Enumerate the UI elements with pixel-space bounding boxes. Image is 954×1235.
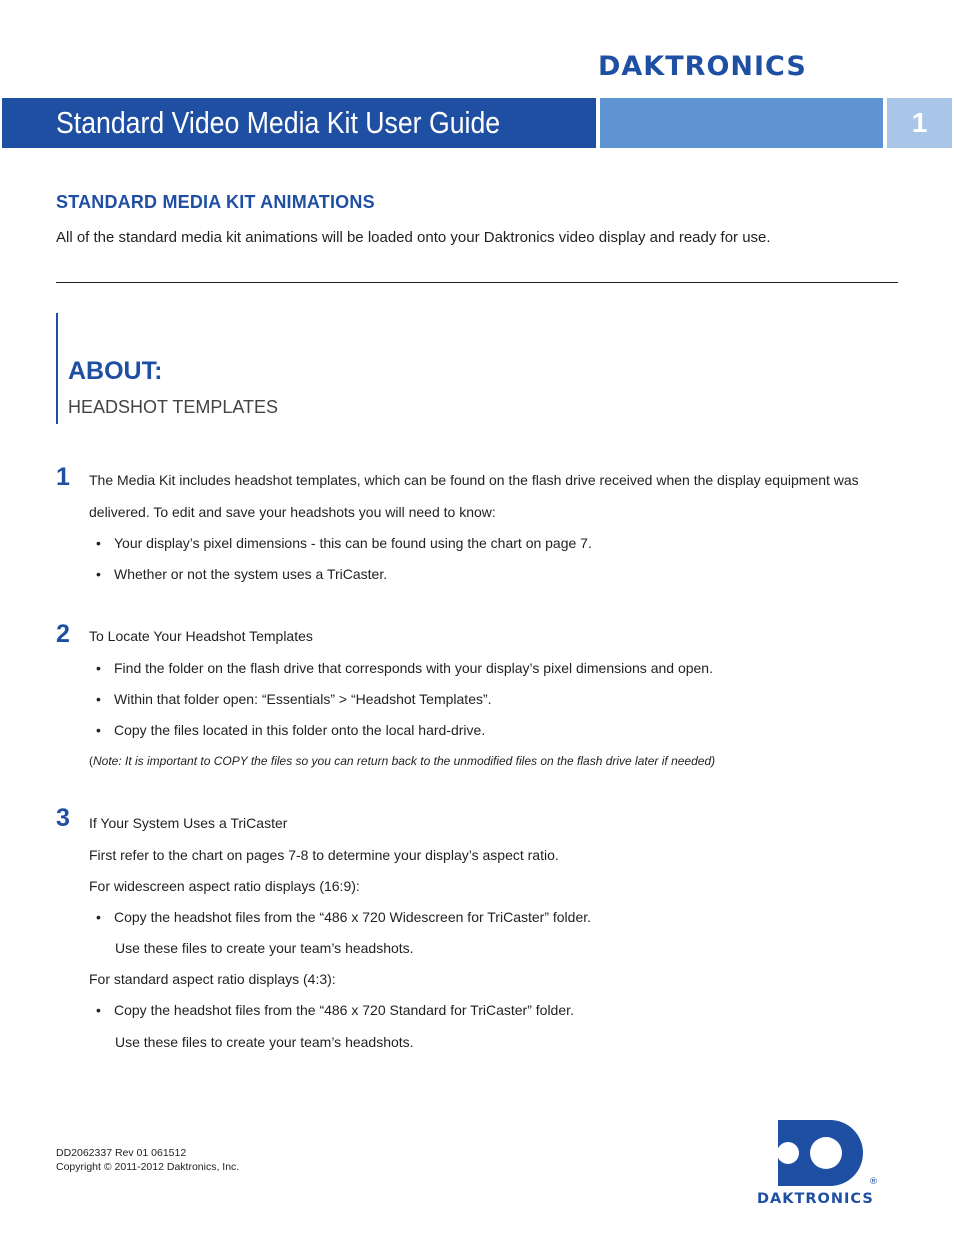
bullet-icon: •: [96, 1002, 101, 1018]
about-heading: ABOUT:: [68, 357, 163, 385]
footer-document-id: DD2062337 Rev 01 061512: [56, 1147, 187, 1159]
step-number-2: 2: [56, 620, 70, 648]
document-title: Standard Video Media Kit User Guide: [56, 105, 501, 140]
bullet-icon: •: [96, 535, 101, 551]
daktronics-logo-top: DAKTRONICS: [598, 51, 807, 82]
bullet-icon: •: [96, 660, 101, 676]
note-paren: (: [89, 754, 93, 768]
step-1-text-line: The Media Kit includes headshot templates, which can be found on the flash drive received when the display equipment was: [89, 472, 859, 488]
title-bar-accent: [600, 98, 883, 148]
section-divider: [56, 282, 898, 283]
step-1-bullet: [96, 565, 387, 583]
bullet-icon: •: [96, 722, 101, 738]
step-3-bullet: [96, 1001, 574, 1019]
step-3-text-line: If Your System Uses a TriCaster: [89, 815, 288, 831]
bullet-text: Whether or not the system uses a TriCaster.: [114, 566, 388, 582]
bullet-icon: •: [96, 691, 101, 707]
bullet-text: Find the folder on the flash drive that corresponds with your display’s pixel dimensions and open.: [114, 660, 713, 676]
bullet-text: Within that folder open: “Essentials” > “Headshot Templates”.: [114, 691, 492, 707]
step-3-text-line: First refer to the chart on pages 7-8 to determine your display’s aspect ratio.: [89, 847, 559, 863]
step-1-text-line: delivered. To edit and save your headshots you will need to know:: [89, 504, 496, 520]
step-2-note: [89, 753, 715, 769]
step-number-1: 1: [56, 463, 70, 491]
step-3-bullet: [96, 908, 591, 926]
about-accent-bar: [56, 313, 58, 424]
step-3-text-line: For widescreen aspect ratio displays (16:9):: [89, 878, 360, 894]
daktronics-logo-mark-icon: [778, 1120, 878, 1186]
step-2-bullet: [96, 690, 492, 708]
step-3-continuation: Use these files to create your team’s headshots.: [115, 940, 414, 956]
step-2-bullet: [96, 721, 485, 739]
footer-copyright: Copyright © 2011-2012 Daktronics, Inc.: [56, 1161, 240, 1173]
step-number-3: 3: [56, 804, 70, 832]
step-3-continuation: Use these files to create your team’s headshots.: [115, 1034, 414, 1050]
about-subheading: HEADSHOT TEMPLATES: [68, 397, 279, 417]
bullet-text: Your display’s pixel dimensions - this can be found using the chart on page 7.: [114, 535, 592, 551]
bullet-text: Copy the headshot files from the “486 x 720 Widescreen for TriCaster” folder.: [114, 909, 592, 925]
note-text: Note: It is important to COPY the files so you can return back to the unmodified files on the flash drive later if needed): [93, 754, 716, 768]
page-number: 1: [911, 107, 928, 138]
intro-paragraph: All of the standard media kit animations will be loaded onto your Daktronics video display and ready for use.: [56, 229, 771, 246]
bullet-icon: •: [96, 566, 101, 582]
registered-mark: ®: [869, 1177, 878, 1186]
step-2-text-line: To Locate Your Headshot Templates: [89, 628, 313, 644]
step-2-bullet: [96, 659, 713, 677]
section-heading: STANDARD MEDIA KIT ANIMATIONS: [56, 192, 375, 212]
bullet-text: Copy the files located in this folder onto the local hard-drive.: [114, 722, 486, 738]
step-1-bullet: [96, 534, 592, 552]
step-3-text-line: For standard aspect ratio displays (4:3):: [89, 971, 336, 987]
bullet-text: Copy the headshot files from the “486 x 720 Standard for TriCaster” folder.: [114, 1002, 574, 1018]
bullet-icon: •: [96, 909, 101, 925]
daktronics-logo-bottom: DAKTRONICS: [757, 1191, 874, 1207]
